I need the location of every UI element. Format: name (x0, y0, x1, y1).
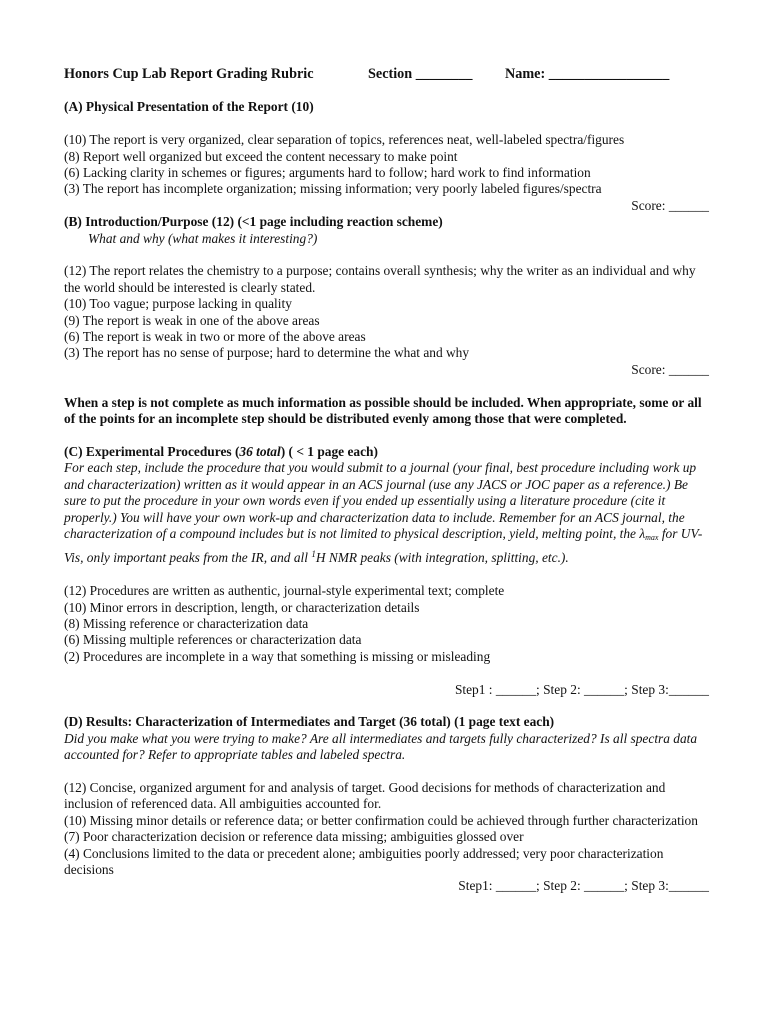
header-row (64, 66, 709, 82)
section-a-item: (8) Report well organized but exceed the content necessary to make point (64, 148, 458, 164)
section-c-heading-part2: 36 total (239, 443, 281, 459)
page-title: Honors Cup Lab Report Grading Rubric (64, 66, 314, 82)
section-c-heading-part3: ) ( < 1 page each) (280, 443, 378, 459)
section-c-heading (64, 444, 709, 460)
section-c-item: (2) Procedures are incomplete in a way that something is missing or misleading (64, 648, 491, 664)
section-c-item: (8) Missing reference or characterization data (64, 615, 309, 631)
section-d-item: (10) Missing minor details or reference data; or better confirmation could be achieved through further characterization (64, 812, 698, 828)
rubric-page (64, 66, 709, 895)
nmr-superscript: 1 (311, 549, 316, 560)
section-d-item: (7) Poor characterization decision or reference data missing; ambiguities glossed over (64, 829, 524, 845)
section-a-item: (6) Lacking clarity in schemes or figures; arguments hard to follow; hard work to find information (64, 165, 591, 181)
section-a-item: (3) The report has incomplete organization; missing information; very poorly labeled figures/spectra (64, 181, 602, 197)
section-b-score[interactable]: Score: ______ (631, 361, 709, 377)
section-b-subheading: What and why (what makes it interesting?) (88, 230, 318, 246)
section-d-item: (4) Conclusions limited to the data or precedent alone; ambiguities poorly addressed; very poor characterization decisions (64, 845, 664, 877)
section-a-heading: (A) Physical Presentation of the Report (10) (64, 99, 314, 115)
section-c-instructions (64, 460, 709, 566)
section-c-item: (6) Missing multiple references or characterization data (64, 632, 362, 648)
section-d-item: (12) Concise, organized argument for and analysis of target. Good decisions for methods of characterization and inclusion of referenced data. All ambiguities accounted for. (64, 779, 666, 812)
section-c-instructions-mid: for UV-Vis, only important peaks from the IR, and all (64, 525, 703, 566)
section-a-item: (10) The report is very organized, clear separation of topics, references neat, well-labeled spectra/figures (64, 132, 625, 148)
name-label: Name: (505, 66, 546, 82)
section-b-item: (9) The report is weak in one of the above areas (64, 312, 320, 328)
section-c-instructions-text: For each step, include the procedure that you would submit to a journal (your final, best procedure including work up and characterization) written as it would appear in an ACS journal (use any JACS or JOC paper as a reference.) Be sure to put the procedure in your own words even if you ended up essentially using a literature procedure (cite it properly.) You will have your own work-up and characterization data to include. Remember for an ACS journal, the characterization of a compound includes but is not limited to physical description, yield, melting point, the λ (64, 460, 697, 541)
section-label: Section (368, 66, 413, 82)
section-c-instructions-end: H NMR peaks (with integration, splitting, etc.). (315, 550, 569, 566)
section-b-item: (12) The report relates the chemistry to a purpose; contains overall synthesis; why the writer as an individual and why the world should be interested is clearly stated. (64, 263, 696, 295)
section-blank[interactable]: ________ (415, 66, 473, 82)
section-d-instructions: Did you make what you were trying to make? Are all intermediates and targets fully characterized? Is all spectra data accounted for? Refer to appropriate tables and labeled spectra. (64, 730, 698, 763)
section-d-heading: (D) Results: Characterization of Intermediates and Target (36 total) (1 page text each) (64, 714, 555, 730)
section-field (368, 66, 505, 82)
section-c-heading-part1: (C) Experimental Procedures ( (64, 443, 240, 459)
section-a-score[interactable]: Score: ______ (631, 197, 709, 213)
section-b-item: (6) The report is weak in two or more of the above areas (64, 329, 366, 345)
lambda-max-subscript: max (645, 532, 659, 542)
section-d-step-scores[interactable]: Step1: ______; Step 2: ______; Step 3:______ (458, 878, 709, 894)
section-c-item: (10) Minor errors in description, length, or characterization details (64, 599, 420, 615)
name-field (505, 66, 669, 82)
section-c-item: (12) Procedures are written as authentic, journal-style experimental text; complete (64, 583, 505, 599)
section-b-heading: (B) Introduction/Purpose (12) (<1 page including reaction scheme) (64, 214, 443, 230)
name-blank[interactable]: _________________ (548, 66, 670, 82)
section-b-item: (3) The report has no sense of purpose; hard to determine the what and why (64, 345, 470, 361)
section-c-step-scores[interactable]: Step1 : ______; Step 2: ______; Step 3:______ (454, 681, 709, 697)
section-b-item: (10) Too vague; purpose lacking in quality (64, 296, 292, 312)
incomplete-step-note: When a step is not complete as much information as possible should be included. When appropriate, some or all of the points for an incomplete step should be distributed evenly among those that were completed. (64, 394, 702, 427)
